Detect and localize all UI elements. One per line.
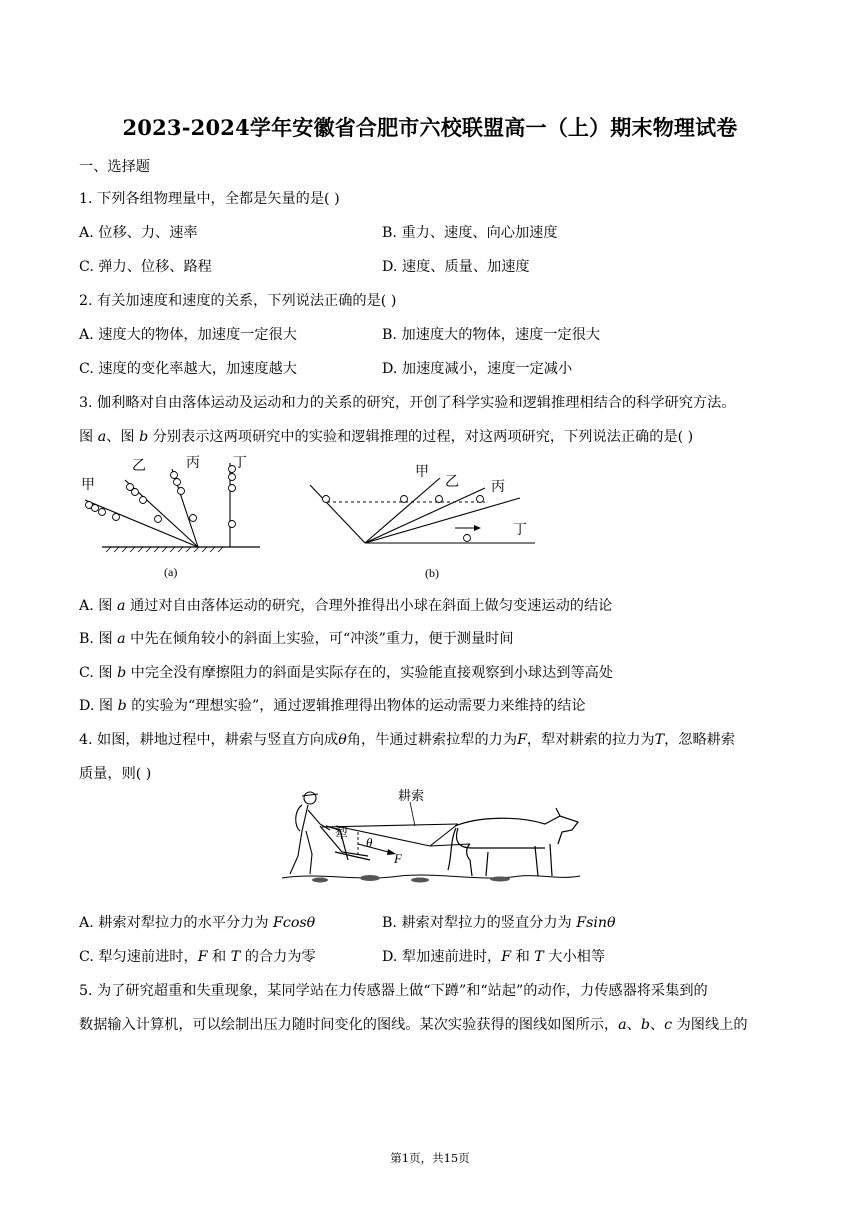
q4-stem-line2: 质量，则( ) — [79, 766, 152, 782]
q3-stem-line2: 图 a、图 b 分别表示这两项研究中的实验和逻辑推理的过程，对这两项研究，下列说法正确的是( ) — [79, 429, 694, 445]
fig-a-caption: (a) — [164, 565, 178, 579]
q2-option-b: B. 加速度大的物体，速度一定很大 — [382, 327, 601, 343]
fig-a-label-ding: 丁 — [233, 456, 247, 471]
q1-stem: 1. 下列各组物理量中，全都是矢量的是( ) — [79, 191, 340, 207]
fig-label-plow: 犁 — [335, 826, 349, 841]
fig-label-rope: 耕索 — [398, 788, 425, 803]
fig-b-label-yi: 乙 — [445, 475, 459, 490]
q4-option-a: A. 耕索对犁拉力的水平分力为 Fcosθ — [79, 915, 316, 931]
q3-option-b: B. 图 a 中先在倾角较小的斜面上实验，可“冲淡”重力，便于测量时间 — [79, 631, 514, 647]
q1-option-a: A. 位移、力、速率 — [79, 225, 198, 241]
fig-b-caption: (b) — [425, 566, 439, 580]
figure-ploughing-ox — [280, 786, 585, 886]
page-footer: 第1页，共15页 — [390, 1151, 470, 1165]
fig-a-label-yi: 乙 — [132, 459, 146, 474]
q1-option-b: B. 重力、速度、向心加速度 — [382, 225, 558, 241]
fig-label-theta: θ — [366, 835, 373, 850]
q3-stem-line1: 3. 伽利略对自由落体运动及运动和力的关系的研究，开创了科学实验和逻辑推理相结合的科学研究方法。 — [79, 395, 736, 411]
fig-a-label-bing: 丙 — [186, 456, 200, 471]
q4-stem-line1: 4. 如图，耕地过程中，耕索与竖直方向成θ角，牛通过耕索拉犁的力为F，犁对耕索的拉力为T，忽略耕索 — [79, 732, 736, 748]
q5-stem-line2: 数据输入计算机，可以绘制出压力随时间变化的图线。某次实验获得的图线如图所示，a、b、c 为图线上的 — [79, 1017, 748, 1033]
q4-option-d: D. 犁加速前进时，F 和 T 大小相等 — [382, 949, 606, 965]
q1-option-c: C. 弹力、位移、路程 — [79, 259, 212, 275]
q3-option-a: A. 图 a 通过对自由落体运动的研究，合理外推得出小球在斜面上做匀变速运动的结论 — [79, 598, 613, 614]
figure-a-falling-balls — [80, 455, 275, 585]
fig-b-label-ding: 丁 — [513, 523, 527, 538]
q1-option-d: D. 速度、质量、加速度 — [382, 259, 530, 275]
fig-label-force: F — [394, 851, 402, 866]
q2-option-d: D. 加速度减小，速度一定减小 — [382, 361, 573, 377]
fig-b-label-bing: 丙 — [491, 480, 505, 495]
q3-option-d: D. 图 b 的实验为“理想实验”，通过逻辑推理得出物体的运动需要力来维持的结论 — [79, 698, 586, 714]
fig-b-label-jia: 甲 — [415, 465, 429, 480]
q5-stem-line1: 5. 为了研究超重和失重现象，某同学站在力传感器上做“下蹲”和“站起”的动作，力传感器将采集到的 — [79, 983, 708, 999]
q2-option-c: C. 速度的变化率越大，加速度越大 — [79, 361, 297, 377]
figure-b-ideal-experiment — [305, 460, 540, 585]
q4-option-c: C. 犁匀速前进时，F 和 T 的合力为零 — [79, 949, 316, 965]
section-heading: 一、选择题 — [79, 159, 150, 175]
page-title: 2023-2024学年安徽省合肥市六校联盟高一（上）期末物理试卷 — [122, 115, 738, 140]
q2-stem: 2. 有关加速度和速度的关系，下列说法正确的是( ) — [79, 293, 397, 309]
fig-a-label-jia: 甲 — [81, 478, 95, 493]
q4-option-b: B. 耕索对犁拉力的竖直分力为 Fsinθ — [382, 915, 616, 931]
q2-option-a: A. 速度大的物体，加速度一定很大 — [79, 327, 297, 343]
q3-option-c: C. 图 b 中完全没有摩擦阻力的斜面是实际存在的，实验能直接观察到小球达到等高处 — [79, 665, 614, 681]
